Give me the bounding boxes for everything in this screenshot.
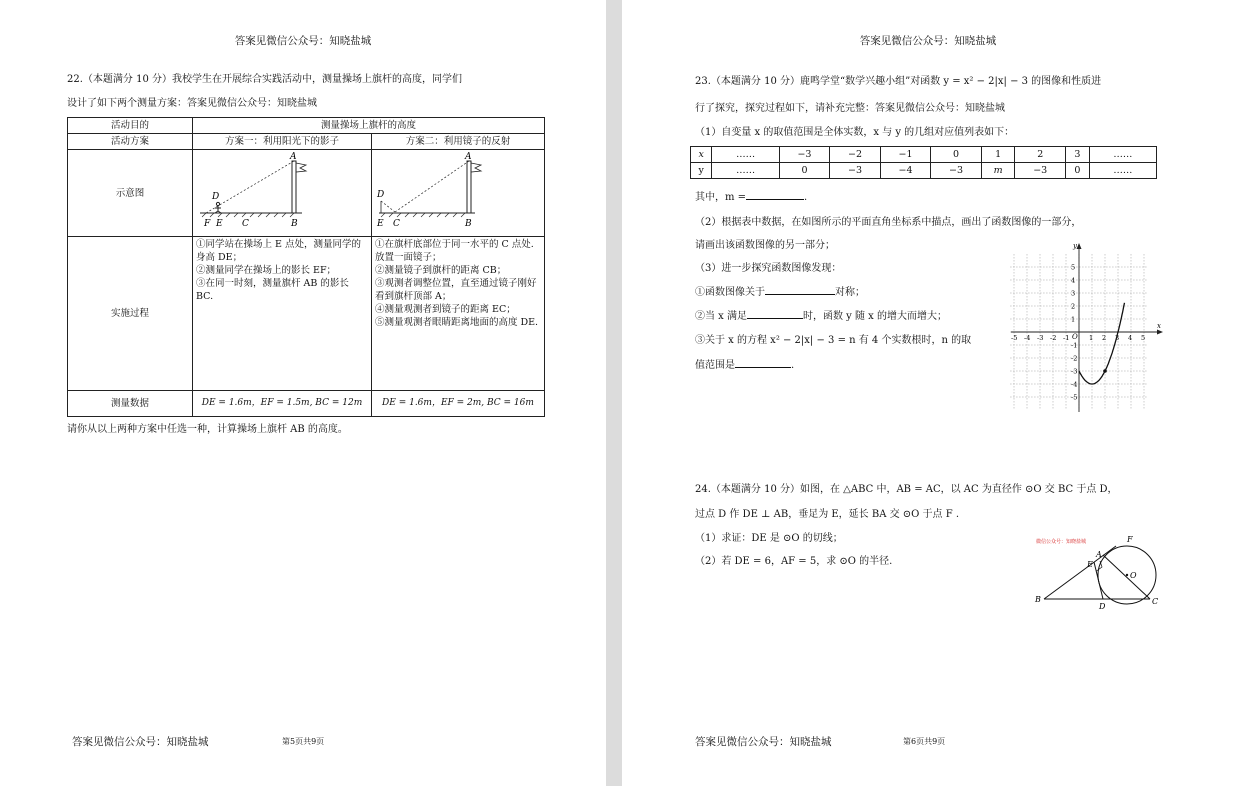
label-B2: B — [464, 219, 472, 229]
ty: …… — [1089, 163, 1156, 179]
tx: …… — [712, 147, 779, 163]
x-tick-label: -2 — [1050, 334, 1057, 342]
ty: −4 — [880, 163, 931, 179]
q23-part2a: （2）根据表中数据，在如图所示的平面直角坐标系中描点，画出了函数图像的一部分， — [695, 217, 1082, 228]
tx: 1 — [981, 147, 1015, 163]
q22-line2: 设计了如下两个测量方案：答案见微信公众号：知晓盐城 — [67, 98, 317, 109]
x-tick-label: -4 — [1024, 334, 1031, 342]
figure-watermark: 微信公众号：知晓盐城 — [1036, 539, 1087, 545]
q22-table — [67, 117, 545, 417]
q24-figure — [1032, 532, 1172, 612]
x-tick-label: 1 — [1089, 334, 1094, 342]
plan2-step: ④测量观测者到镜子的距离 EC； — [374, 304, 516, 315]
tx: −3 — [779, 147, 830, 163]
cell-data2: DE = 1.6m，EF = 2m, BC = 16m — [371, 391, 544, 417]
ty: 0 — [779, 163, 830, 179]
y-tick-label: 2 — [1071, 302, 1076, 311]
tx: −2 — [830, 147, 881, 163]
y-tick-label: 4 — [1071, 276, 1076, 285]
tx: 0 — [931, 147, 982, 163]
x-tick-label: 3 — [1115, 334, 1120, 342]
function-curve — [1079, 303, 1125, 384]
page-footer: 答案见微信公众号：知晓盐城 — [695, 736, 832, 748]
plan1-step: ①同学站在操场上 E 点处，测量同学的身高 DE； — [196, 239, 361, 263]
plan2-step: ③观测者调整位置，直至通过镜子刚好看到旗杆顶部 A； — [374, 278, 537, 302]
page-number: 第5页共9页 — [282, 737, 325, 746]
x-tick-label: 5 — [1141, 334, 1146, 342]
x-axis-label: x — [1157, 322, 1161, 330]
page-footer: 答案见微信公众号：知晓盐城 — [72, 736, 209, 748]
cell-purpose: 测量操场上旗杆的高度 — [193, 118, 545, 134]
y-tick-label: -4 — [1071, 380, 1078, 389]
ty: −3 — [1015, 163, 1066, 179]
q22-line1: 22.（本题满分 10 分）我校学生在开展综合实践活动中，测量操场上旗杆的高度，同学们 — [67, 74, 462, 85]
m-label: 其中，m = — [695, 192, 747, 203]
label-B: B — [291, 219, 298, 229]
plan2-step: ①在旗杆底部位于同一水平的 C 点处.放置一面镜子； — [374, 239, 534, 263]
page-number: 第6页共9页 — [903, 737, 946, 746]
ty: −3 — [931, 163, 982, 179]
label-E: E — [1087, 560, 1093, 569]
y-tick-label: 5 — [1071, 263, 1076, 272]
ty: y — [691, 163, 712, 179]
page-header: 答案见微信公众号：知晓盐城 — [859, 35, 997, 47]
q23-value-table — [690, 146, 1157, 179]
label-D: D — [1099, 602, 1106, 611]
tx: x — [691, 147, 712, 163]
label-A: A — [1096, 550, 1102, 559]
cell-diagram2 — [371, 150, 544, 237]
label-A: A — [290, 152, 297, 162]
q23-line1: 23.（本题满分 10 分）鹿鸣学堂“数学兴趣小组”对函数 y = x² − 2|x| − 3 的图像和性质进 — [695, 76, 1102, 87]
label-C2: C — [392, 219, 400, 229]
label-D: D — [212, 192, 220, 202]
shadow-diagram — [196, 151, 366, 231]
item1-blank — [765, 284, 835, 295]
m-blank — [746, 189, 804, 200]
ty: 0 — [1065, 163, 1089, 179]
x-tick-label: -1 — [1063, 334, 1070, 342]
mirror-diagram — [375, 151, 540, 231]
q23-line2: 行了探究，探究过程如下，请补充完整：答案见微信公众号：知晓盐城 — [695, 103, 1005, 114]
item3-b: 值范围是 — [695, 360, 735, 371]
q23-part1: （1）自变量 x 的取值范围是全体实数，x 与 y 的几组对应值列表如下： — [695, 127, 1015, 138]
y-tick-label: -2 — [1071, 354, 1078, 363]
label-E2: E — [376, 219, 384, 229]
plan1-step: ②测量同学在操场上的影长 EF； — [196, 265, 337, 276]
label-E: E — [216, 219, 223, 229]
y-axis-label: y — [1073, 242, 1077, 250]
q24-line1: 24.（本题满分 10 分）如图，在 △ABC 中，AB = AC，以 AC 为直径作 ⊙O 交 BC 于点 D， — [695, 484, 1118, 495]
label-A2: A — [464, 152, 472, 162]
q22-closing: 请你从以上两种方案中任选一种，计算操场上旗杆 AB 的高度。 — [67, 424, 348, 435]
plan2-step: ②测量镜子到旗杆的距离 CB； — [374, 265, 507, 276]
q23-part2b: 请画出该函数图像的另一部分； — [695, 240, 835, 251]
cell-process-label: 实施过程 — [68, 237, 193, 391]
cell-data1: DE = 1.6m，EF = 1.5m, BC = 12m — [193, 391, 372, 417]
plan2-step: ⑤测量观测者眼睛距离地面的高度 DE. — [374, 317, 539, 328]
curve-point — [1103, 369, 1107, 373]
q23-item3: ③关于 x 的方程 x² − 2|x| − 3 = n 有 4 个实数根时，n 的取 — [695, 335, 972, 346]
y-tick-label: -5 — [1071, 393, 1078, 402]
plan1-step: ③在同一时刻，测量旗杆 AB 的影长 BC. — [196, 278, 349, 302]
tx: …… — [1089, 147, 1156, 163]
x-tick-label: 4 — [1128, 334, 1133, 342]
item3-blank — [735, 357, 791, 368]
x-tick-label: 2 — [1102, 334, 1107, 342]
ty: …… — [712, 163, 779, 179]
cell-plan-label: 活动方案 — [68, 134, 193, 150]
cell-plan2: 方案二：利用镜子的反射 — [371, 134, 544, 150]
item2-b: 时，函数 y 随 x 的增大而增大； — [803, 311, 948, 322]
tx: −1 — [880, 147, 931, 163]
cell-data-label: 测量数据 — [68, 391, 193, 417]
page-5 — [0, 0, 606, 786]
page-6: 答案见微信公众号：知晓盐城 23.（本题满分 10 分）鹿鸣学堂“数学兴趣小组”对函数 y = x² − 2|x| − 3 的图像和性质进 行了探究，探究过程如下，请补充完整：答案见微信公众号：知晓盐城 （1）自变量 x 的取值范围是全体实数，x 与 y 的几组对应值列表如下： x …… −3 −2 −1 0 1 2 3 …… y …… 0 −3 −4 −3 m −3 0 …… 其中，m = . （2）根据表中数据，在如图所示的平面直角坐标系中描点，画出了函数图像的一部分， 请画出该函数图像的另一部分； （3）进一步探究函数图像发现： ①函数图像关于 对称； ②当 x 满足 时，函数 y 随 x 的增大而增大； ③关于 x 的方程 x² − 2|x| − 3 = n 有 4 个实数根时，n 的取 值范围是 . -5 -4 -3 -2 -1 1 2 3 4 5 5 4 3 2 1 -1 -2 -3 -4 -5 O x y 24.（本题满分 10 分）如图，在 △ABC 中，AB = AC，以 AC 为直径作 ⊙O 交 BC 于点 D， 过点 D 作 DE ⊥ AB，垂足为 E，延长 BA 交 ⊙O 于点 F . （1）求证：DE 是 ⊙O 的切线； （2）若 DE = 6，AF = 5，求 ⊙O 的半径. 微信公众号：知晓盐城 F A E B D C O 答案见微信公众号：知晓盐城 第6页共9页 — [622, 0, 1234, 786]
page-gutter — [606, 0, 622, 786]
ty: m — [981, 163, 1015, 179]
q24-line2: 过点 D 作 DE ⊥ AB，垂足为 E，延长 BA 交 ⊙O 于点 F . — [695, 509, 960, 520]
cell-plan1: 方案一：利用阳光下的影子 — [193, 134, 372, 150]
label-C: C — [242, 219, 249, 229]
label-B: B — [1035, 595, 1041, 604]
tx: 2 — [1015, 147, 1066, 163]
label-F: F — [1127, 535, 1133, 544]
cell-process2 — [371, 237, 544, 391]
cell-diagram1 — [193, 150, 372, 237]
q24-part2: （2）若 DE = 6，AF = 5，求 ⊙O 的半径. — [695, 556, 893, 567]
cell-diagram-label: 示意图 — [68, 150, 193, 237]
item1-b: 对称； — [835, 287, 865, 298]
label-D2: D — [376, 190, 385, 200]
item1-a: ①函数图像关于 — [695, 287, 765, 298]
x-tick-label: -3 — [1037, 334, 1044, 342]
label-F: F — [204, 219, 211, 229]
x-tick-label: -5 — [1011, 334, 1018, 342]
cell-process1 — [193, 237, 372, 391]
item2-a: ②当 x 满足 — [695, 311, 747, 322]
item2-blank — [747, 308, 803, 319]
tx: 3 — [1065, 147, 1089, 163]
ty: −3 — [830, 163, 881, 179]
q24-part1: （1）求证：DE 是 ⊙O 的切线； — [695, 533, 843, 544]
page-header: 答案见微信公众号：知晓盐城 — [234, 35, 372, 47]
label-O: O — [1130, 571, 1137, 580]
origin-label: O — [1072, 333, 1078, 341]
cell-purpose-label: 活动目的 — [68, 118, 193, 134]
q23-m-line: 其中，m = . — [695, 188, 807, 203]
q23-part3: （3）进一步探究函数图像发现： — [695, 263, 842, 274]
label-C: C — [1152, 597, 1159, 606]
y-tick-label: 3 — [1071, 289, 1076, 298]
y-tick-label: 1 — [1071, 315, 1076, 324]
q23-graph — [1007, 240, 1167, 415]
y-tick-label: -3 — [1071, 367, 1078, 376]
y-tick-label: -1 — [1071, 341, 1078, 350]
